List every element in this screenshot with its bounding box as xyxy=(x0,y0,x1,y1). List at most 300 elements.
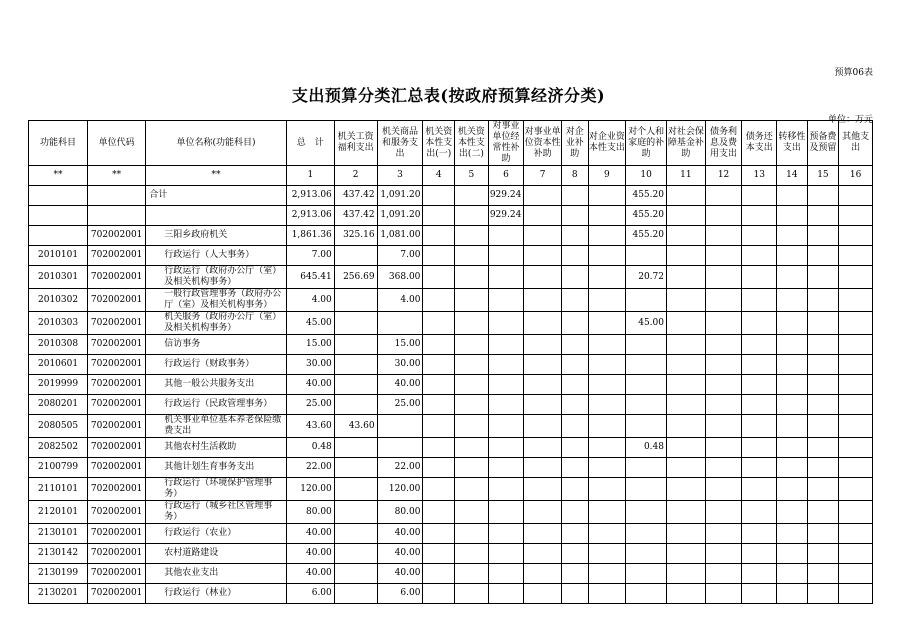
amount-cell: 6.00 xyxy=(377,584,423,604)
amount-cell xyxy=(488,335,524,355)
amount-cell xyxy=(423,266,455,289)
amount-cell xyxy=(488,544,524,564)
column-number: 16 xyxy=(839,166,873,186)
amount-cell xyxy=(705,415,742,438)
amount-cell: 437.42 xyxy=(334,206,377,226)
amount-cell: 2,913.06 xyxy=(286,186,334,206)
amount-cell xyxy=(777,458,808,478)
amount-cell xyxy=(524,375,562,395)
amount-cell xyxy=(839,266,873,289)
column-header: 对事业单位经常性补助 xyxy=(488,121,524,166)
amount-cell xyxy=(666,289,705,312)
amount-cell xyxy=(839,415,873,438)
unit-name-cell: 行政运行（财政事务） xyxy=(146,355,287,375)
column-header: 机关资本性支出(一) xyxy=(423,121,455,166)
amount-cell xyxy=(562,584,589,604)
amount-cell xyxy=(488,415,524,438)
amount-cell xyxy=(588,458,626,478)
amount-cell xyxy=(807,564,839,584)
amount-cell xyxy=(777,395,808,415)
amount-cell xyxy=(423,186,455,206)
amount-cell xyxy=(455,335,489,355)
amount-cell xyxy=(423,415,455,438)
amount-cell xyxy=(423,458,455,478)
column-header: 对企业补助 xyxy=(562,121,589,166)
amount-cell xyxy=(777,501,808,524)
amount-cell xyxy=(524,524,562,544)
amount-cell: 1,861.36 xyxy=(286,226,334,246)
amount-cell xyxy=(562,501,589,524)
column-number: 11 xyxy=(666,166,705,186)
amount-cell: 40.00 xyxy=(286,544,334,564)
table-row xyxy=(29,226,873,246)
amount-cell xyxy=(455,458,489,478)
unit-name-cell: 三阳乡政府机关 xyxy=(146,226,287,246)
amount-cell xyxy=(488,246,524,266)
amount-cell xyxy=(423,289,455,312)
amount-cell: 30.00 xyxy=(286,355,334,375)
column-header: 其他支出 xyxy=(839,121,873,166)
amount-cell xyxy=(562,375,589,395)
table-code: 预算06表 xyxy=(834,68,873,78)
amount-cell xyxy=(488,375,524,395)
amount-cell xyxy=(524,206,562,226)
amount-cell xyxy=(455,375,489,395)
unit-code-cell: 702002001 xyxy=(88,226,146,246)
unit-code-cell: 702002001 xyxy=(88,524,146,544)
amount-cell xyxy=(455,395,489,415)
page-title: 支出预算分类汇总表(按政府预算经济分类) xyxy=(291,86,606,105)
amount-cell xyxy=(334,501,377,524)
amount-cell xyxy=(562,438,589,458)
amount-cell: 645.41 xyxy=(286,266,334,289)
column-header: 对个人和家庭的补助 xyxy=(626,121,667,166)
amount-cell xyxy=(455,186,489,206)
unit-name-cell: 农村道路建设 xyxy=(146,544,287,564)
amount-cell xyxy=(455,266,489,289)
amount-cell xyxy=(626,478,667,501)
amount-cell xyxy=(488,564,524,584)
amount-cell xyxy=(705,375,742,395)
amount-cell xyxy=(334,544,377,564)
amount-cell: 2,913.06 xyxy=(286,206,334,226)
amount-cell xyxy=(562,266,589,289)
amount-cell xyxy=(807,355,839,375)
amount-cell xyxy=(455,355,489,375)
column-header: 机关资本性支出(二) xyxy=(455,121,489,166)
function-code-cell: 2082502 xyxy=(29,438,88,458)
amount-cell: 45.00 xyxy=(286,312,334,335)
amount-cell: 45.00 xyxy=(626,312,667,335)
amount-cell xyxy=(562,524,589,544)
amount-cell: 455.20 xyxy=(626,206,667,226)
amount-cell xyxy=(524,438,562,458)
function-code-cell: 2130199 xyxy=(29,564,88,584)
amount-cell xyxy=(839,544,873,564)
amount-cell xyxy=(777,375,808,395)
amount-cell xyxy=(562,544,589,564)
amount-cell xyxy=(742,355,777,375)
column-header: 总 计 xyxy=(286,121,334,166)
amount-cell xyxy=(807,395,839,415)
amount-cell xyxy=(839,438,873,458)
amount-cell xyxy=(455,478,489,501)
amount-cell xyxy=(588,415,626,438)
unit-code-cell: 702002001 xyxy=(88,458,146,478)
amount-cell xyxy=(705,246,742,266)
amount-cell xyxy=(626,355,667,375)
amount-cell xyxy=(423,355,455,375)
amount-cell xyxy=(488,355,524,375)
amount-cell xyxy=(488,458,524,478)
function-code-cell: 2100799 xyxy=(29,458,88,478)
column-header: 机关工资福利支出 xyxy=(334,121,377,166)
amount-cell xyxy=(777,524,808,544)
column-number: 10 xyxy=(626,166,667,186)
amount-cell xyxy=(839,206,873,226)
amount-cell: 40.00 xyxy=(286,524,334,544)
unit-code-cell: 702002001 xyxy=(88,438,146,458)
unit-name-cell: 信访事务 xyxy=(146,335,287,355)
amount-cell xyxy=(562,415,589,438)
table-row xyxy=(29,544,873,564)
unit-code-cell: 702002001 xyxy=(88,395,146,415)
column-number: 5 xyxy=(455,166,489,186)
amount-cell xyxy=(666,501,705,524)
amount-cell xyxy=(777,186,808,206)
amount-cell xyxy=(588,395,626,415)
amount-cell xyxy=(807,375,839,395)
column-number: 3 xyxy=(377,166,423,186)
unit-label: 单位：万元 xyxy=(827,115,873,125)
column-header: 机关商品和服务支出 xyxy=(377,121,423,166)
column-number: 6 xyxy=(488,166,524,186)
amount-cell xyxy=(777,206,808,226)
amount-cell xyxy=(626,375,667,395)
amount-cell xyxy=(626,395,667,415)
column-number: 7 xyxy=(524,166,562,186)
amount-cell: 40.00 xyxy=(377,564,423,584)
amount-cell xyxy=(524,266,562,289)
unit-name-cell: 行政运行（农业） xyxy=(146,524,287,544)
table-row xyxy=(29,478,873,501)
amount-cell xyxy=(455,226,489,246)
amount-cell xyxy=(777,335,808,355)
unit-code-cell: 702002001 xyxy=(88,544,146,564)
column-number-row xyxy=(29,166,873,186)
amount-cell xyxy=(807,266,839,289)
amount-cell xyxy=(423,501,455,524)
amount-cell xyxy=(423,584,455,604)
table-row xyxy=(29,375,873,395)
amount-cell xyxy=(588,206,626,226)
amount-cell xyxy=(666,584,705,604)
amount-cell xyxy=(705,206,742,226)
amount-cell xyxy=(455,246,489,266)
amount-cell xyxy=(524,564,562,584)
function-code-cell: 2010302 xyxy=(29,289,88,312)
amount-cell xyxy=(705,458,742,478)
amount-cell: 40.00 xyxy=(286,564,334,584)
column-number: ** xyxy=(29,166,88,186)
amount-cell xyxy=(524,458,562,478)
amount-cell xyxy=(777,226,808,246)
unit-code-cell: 702002001 xyxy=(88,584,146,604)
amount-cell: 15.00 xyxy=(286,335,334,355)
amount-cell xyxy=(705,335,742,355)
amount-cell xyxy=(455,524,489,544)
column-header: 单位名称(功能科目) xyxy=(146,121,287,166)
amount-cell: 40.00 xyxy=(286,375,334,395)
amount-cell xyxy=(488,524,524,544)
table-body xyxy=(29,186,873,604)
amount-cell xyxy=(562,289,589,312)
amount-cell xyxy=(562,206,589,226)
column-header: 功能科目 xyxy=(29,121,88,166)
amount-cell xyxy=(562,246,589,266)
table-row xyxy=(29,584,873,604)
amount-cell xyxy=(455,564,489,584)
amount-cell xyxy=(777,584,808,604)
amount-cell xyxy=(588,246,626,266)
header-row xyxy=(29,121,873,166)
amount-cell xyxy=(742,395,777,415)
amount-cell: 120.00 xyxy=(377,478,423,501)
amount-cell xyxy=(839,501,873,524)
unit-name-cell: 行政运行（政府办公厅（室）及相关机构事务） xyxy=(146,266,287,289)
amount-cell xyxy=(742,186,777,206)
unit-code-cell: 702002001 xyxy=(88,375,146,395)
table-row xyxy=(29,266,873,289)
amount-cell xyxy=(742,246,777,266)
amount-cell xyxy=(626,544,667,564)
column-number: ** xyxy=(146,166,287,186)
amount-cell: 368.00 xyxy=(377,266,423,289)
amount-cell xyxy=(839,186,873,206)
amount-cell: 43.60 xyxy=(286,415,334,438)
function-code-cell xyxy=(29,186,88,206)
amount-cell xyxy=(742,438,777,458)
unit-name-cell: 其他农村生活救助 xyxy=(146,438,287,458)
amount-cell: 929.24 xyxy=(488,206,524,226)
amount-cell xyxy=(377,312,423,335)
amount-cell xyxy=(666,478,705,501)
amount-cell: 22.00 xyxy=(286,458,334,478)
amount-cell xyxy=(423,335,455,355)
amount-cell xyxy=(562,355,589,375)
amount-cell xyxy=(666,395,705,415)
amount-cell xyxy=(807,335,839,355)
table-row xyxy=(29,186,873,206)
amount-cell: 1,081.00 xyxy=(377,226,423,246)
amount-cell xyxy=(455,584,489,604)
amount-cell xyxy=(705,266,742,289)
amount-cell xyxy=(839,312,873,335)
amount-cell xyxy=(588,564,626,584)
function-code-cell: 2010101 xyxy=(29,246,88,266)
amount-cell xyxy=(807,544,839,564)
function-code-cell: 2019999 xyxy=(29,375,88,395)
amount-cell xyxy=(488,266,524,289)
column-header: 预备费及预留 xyxy=(807,121,839,166)
unit-name-cell: 其他计划生育事务支出 xyxy=(146,458,287,478)
column-number: 2 xyxy=(334,166,377,186)
unit-code-cell: 702002001 xyxy=(88,501,146,524)
unit-name-cell: 合计 xyxy=(146,186,287,206)
column-header: 债务利息及费用支出 xyxy=(705,121,742,166)
unit-code-cell: 702002001 xyxy=(88,564,146,584)
amount-cell: 40.00 xyxy=(377,375,423,395)
unit-name-cell: 其他一般公共服务支出 xyxy=(146,375,287,395)
amount-cell xyxy=(807,584,839,604)
amount-cell: 22.00 xyxy=(377,458,423,478)
amount-cell xyxy=(562,564,589,584)
amount-cell: 0.48 xyxy=(286,438,334,458)
function-code-cell: 2010301 xyxy=(29,266,88,289)
amount-cell xyxy=(666,458,705,478)
table-row xyxy=(29,395,873,415)
column-number: 12 xyxy=(705,166,742,186)
amount-cell xyxy=(626,564,667,584)
amount-cell: 929.24 xyxy=(488,186,524,206)
table-row xyxy=(29,438,873,458)
function-code-cell: 2080505 xyxy=(29,415,88,438)
amount-cell xyxy=(524,415,562,438)
amount-cell xyxy=(423,395,455,415)
amount-cell xyxy=(334,355,377,375)
amount-cell xyxy=(455,206,489,226)
function-code-cell xyxy=(29,226,88,246)
amount-cell: 4.00 xyxy=(286,289,334,312)
amount-cell xyxy=(705,584,742,604)
amount-cell xyxy=(423,226,455,246)
amount-cell: 4.00 xyxy=(377,289,423,312)
table-row xyxy=(29,501,873,524)
unit-code-cell: 702002001 xyxy=(88,289,146,312)
unit-name-cell: 一般行政管理事务（政府办公厅（室）及相关机构事务） xyxy=(146,289,287,312)
expenditure-table xyxy=(28,120,873,604)
unit-name-cell: 行政运行（人大事务） xyxy=(146,246,287,266)
amount-cell xyxy=(807,478,839,501)
amount-cell: 6.00 xyxy=(286,584,334,604)
amount-cell xyxy=(626,246,667,266)
amount-cell: 1,091.20 xyxy=(377,206,423,226)
amount-cell xyxy=(562,335,589,355)
amount-cell xyxy=(524,544,562,564)
amount-cell xyxy=(423,524,455,544)
amount-cell xyxy=(334,395,377,415)
column-number: 1 xyxy=(286,166,334,186)
table-row xyxy=(29,355,873,375)
amount-cell xyxy=(777,415,808,438)
amount-cell xyxy=(666,186,705,206)
amount-cell xyxy=(807,415,839,438)
amount-cell xyxy=(488,478,524,501)
amount-cell xyxy=(488,312,524,335)
amount-cell xyxy=(626,501,667,524)
amount-cell xyxy=(423,478,455,501)
amount-cell xyxy=(705,226,742,246)
unit-name-cell: 行政运行（民政管理事务） xyxy=(146,395,287,415)
amount-cell xyxy=(524,395,562,415)
unit-code-cell: 702002001 xyxy=(88,478,146,501)
amount-cell xyxy=(588,312,626,335)
amount-cell xyxy=(334,335,377,355)
amount-cell xyxy=(334,478,377,501)
table-row xyxy=(29,312,873,335)
table-row xyxy=(29,289,873,312)
unit-name-cell: 行政运行（林业） xyxy=(146,584,287,604)
function-code-cell: 2010308 xyxy=(29,335,88,355)
amount-cell xyxy=(705,478,742,501)
unit-name-cell: 机关事业单位基本养老保险缴费支出 xyxy=(146,415,287,438)
table-row xyxy=(29,335,873,355)
table-row xyxy=(29,458,873,478)
amount-cell xyxy=(705,395,742,415)
amount-cell xyxy=(588,186,626,206)
amount-cell xyxy=(588,375,626,395)
amount-cell xyxy=(807,438,839,458)
amount-cell xyxy=(777,289,808,312)
amount-cell xyxy=(742,375,777,395)
amount-cell xyxy=(455,415,489,438)
amount-cell xyxy=(742,458,777,478)
amount-cell xyxy=(455,438,489,458)
amount-cell xyxy=(524,478,562,501)
amount-cell xyxy=(334,312,377,335)
amount-cell xyxy=(423,438,455,458)
amount-cell: 1,091.20 xyxy=(377,186,423,206)
amount-cell xyxy=(626,524,667,544)
amount-cell xyxy=(742,415,777,438)
amount-cell xyxy=(488,395,524,415)
amount-cell xyxy=(588,335,626,355)
amount-cell xyxy=(562,458,589,478)
amount-cell xyxy=(334,564,377,584)
amount-cell: 437.42 xyxy=(334,186,377,206)
unit-code-cell xyxy=(88,186,146,206)
table-row xyxy=(29,524,873,544)
column-header: 对事业单位资本性补助 xyxy=(524,121,562,166)
amount-cell xyxy=(562,395,589,415)
function-code-cell: 2080201 xyxy=(29,395,88,415)
amount-cell xyxy=(562,186,589,206)
amount-cell xyxy=(666,355,705,375)
amount-cell xyxy=(588,226,626,246)
amount-cell xyxy=(588,289,626,312)
amount-cell xyxy=(588,438,626,458)
amount-cell xyxy=(839,246,873,266)
column-header: 债务还本支出 xyxy=(742,121,777,166)
amount-cell xyxy=(839,375,873,395)
amount-cell xyxy=(423,312,455,335)
amount-cell xyxy=(562,226,589,246)
amount-cell xyxy=(742,544,777,564)
amount-cell xyxy=(488,226,524,246)
amount-cell: 7.00 xyxy=(377,246,423,266)
amount-cell xyxy=(455,501,489,524)
amount-cell xyxy=(742,501,777,524)
amount-cell xyxy=(455,544,489,564)
amount-cell xyxy=(839,564,873,584)
function-code-cell: 2130142 xyxy=(29,544,88,564)
table-row xyxy=(29,564,873,584)
amount-cell xyxy=(488,289,524,312)
amount-cell xyxy=(377,438,423,458)
unit-name-cell xyxy=(146,206,287,226)
amount-cell xyxy=(839,478,873,501)
amount-cell xyxy=(524,226,562,246)
